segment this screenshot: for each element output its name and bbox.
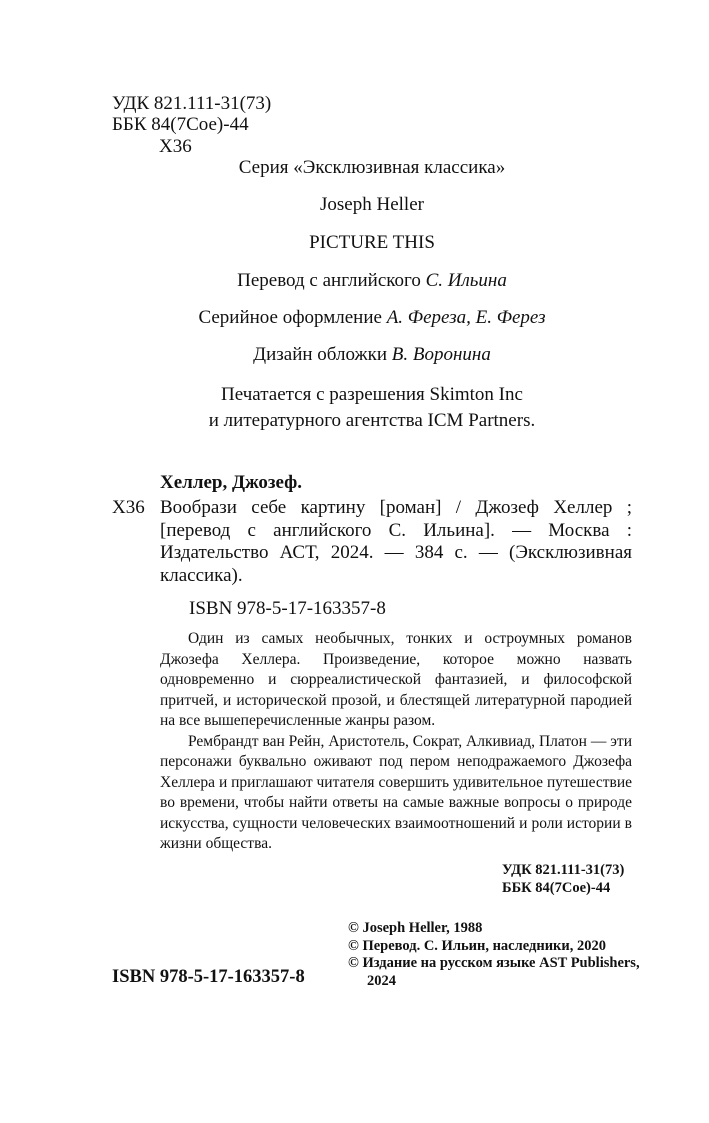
biblio-description: Вообрази себе картину [роман] / Джозеф Хеллер ; [перевод с английского С. Ильина]. — Москва : Издательство АСТ, 2024. — 384 с. — (Эксклюзивная классика). — [160, 497, 632, 586]
series-designers: А. Фереза, Е. Ферез — [386, 307, 546, 328]
translator-name: С. Ильина — [425, 270, 507, 291]
cover-design-credit — [112, 344, 632, 366]
series-design-label: Серийное оформление — [198, 307, 382, 328]
permission-line-1: Печатается с разрешения Skimton Inc — [221, 384, 523, 405]
series-design-credit — [112, 307, 632, 329]
annotation — [160, 629, 632, 855]
annotation-paragraph-1: Один из самых необычных, тонких и остроумных романов Джозефа Хеллера. Произведение, которое можно назвать одновременно и сюрреалистической фантазией, и философской притчей, и исторической прозой, и блестящей литературной пародией на все вышеперечисленные жанры разом. — [160, 630, 632, 729]
udk-code-bottom: УДК 821.111-31(73) — [502, 862, 625, 878]
copyright-line-4: 2024 — [367, 972, 396, 989]
copyright-line-2: © Перевод. С. Ильин, наследники, 2020 — [348, 937, 607, 954]
isbn-bottom: ISBN 978-5-17-163357-8 — [112, 967, 305, 987]
permission-line-2: и литературного агентства ICM Partners. — [208, 410, 536, 431]
cover-designer: В. Воронина — [391, 344, 491, 365]
bbk-code-bottom: ББК 84(7Сое)-44 — [502, 880, 611, 896]
original-title: PICTURE THIS — [309, 232, 435, 253]
copyright-line-3: © Издание на русском языке AST Publishers, — [348, 955, 640, 971]
copyright-block — [348, 920, 638, 990]
biblio-heading: Хеллер, Джозеф. — [160, 472, 303, 493]
translation-label: Перевод с английского — [237, 270, 421, 291]
biblio-isbn: ISBN 978-5-17-163357-8 — [189, 598, 386, 619]
translation-credit — [112, 270, 632, 292]
author-mark: Х36 — [159, 136, 192, 157]
biblio-mark: Х36 — [112, 497, 145, 518]
cover-design-label: Дизайн обложки — [253, 344, 388, 365]
series-line: Серия «Эксклюзивная классика» — [238, 157, 506, 178]
copyright-line-1: © Joseph Heller, 1988 — [348, 920, 483, 936]
annotation-paragraph-2: Рембрандт ван Рейн, Аристотель, Сократ, Алкивиад, Платон — эти персонажи буквально оживают под пером неподражаемого Джозефа Хеллера и приглашают читателя совершить удивительное путешествие во времени, чтобы найти ответы на самые важные вопросы о природе искусства, сущности человеческих взаимоотношений и роли истории в жизни общества. — [160, 732, 632, 852]
udk-code: УДК 821.111-31(73) — [112, 93, 272, 114]
bbk-code: ББК 84(7Сое)-44 — [112, 114, 249, 135]
original-author: Joseph Heller — [320, 194, 424, 215]
